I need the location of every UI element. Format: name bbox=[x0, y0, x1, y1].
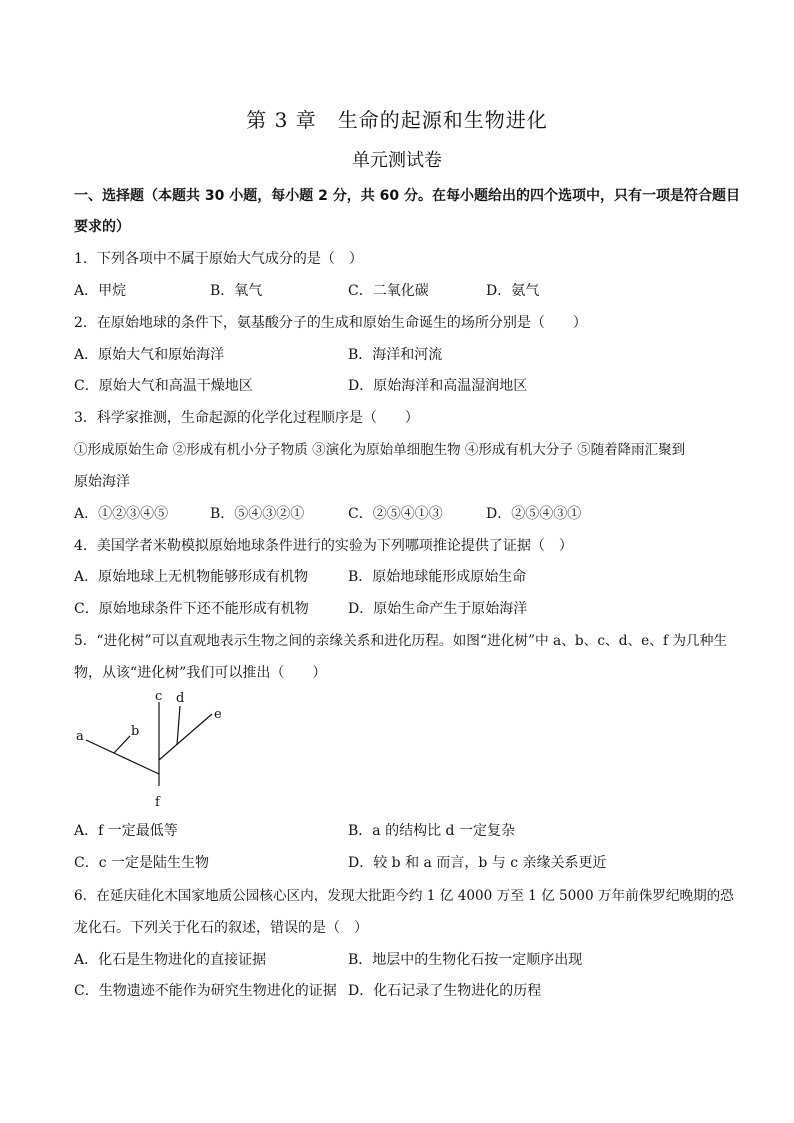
question-6-option-d: D．化石记录了生物进化的历程 bbox=[348, 983, 542, 999]
question-5-option-c: C．c 一定是陆生生物 bbox=[74, 855, 210, 871]
question-6-stem-line2: 龙化石。下列关于化石的叙述，错误的是（ ） bbox=[74, 920, 368, 936]
question-4-option-c: C．原始地球条件下还不能形成有机物 bbox=[74, 601, 309, 617]
question-5-option-a: A．f 一定最低等 bbox=[74, 823, 178, 839]
question-5-option-b: B．a 的结构比 d 一定复杂 bbox=[348, 823, 515, 839]
question-2-option-a: A．原始大气和原始海洋 bbox=[74, 347, 225, 363]
page-subtitle: 单元测试卷 bbox=[352, 150, 442, 171]
question-3-option-c: C．②⑤④①③ bbox=[348, 506, 443, 522]
question-5-stem-line2: 物，从该“进化树”我们可以推出（ ） bbox=[74, 665, 327, 681]
question-6-option-b: B．地层中的生物化石按一定顺序出现 bbox=[348, 952, 583, 968]
question-2-option-b: B．海洋和河流 bbox=[348, 347, 443, 363]
question-1-stem: 1．下列各项中不属于原始大气成分的是（ ） bbox=[74, 251, 363, 267]
question-5-option-d: D．较 b 和 a 而言，b 与 c 亲缘关系更近 bbox=[348, 855, 607, 871]
tree-branch-d bbox=[177, 706, 180, 745]
tree-branch-b bbox=[114, 736, 130, 753]
question-3-items-line1: ①形成原始生命 ②形成有机小分子物质 ③演化为原始单细胞生物 ④形成有机大分子 ⑤随着降雨汇聚到 bbox=[74, 442, 686, 458]
question-1-option-b: B．氧气 bbox=[210, 283, 263, 299]
question-5-stem-line1: 5．“进化树”可以直观地表示生物之间的亲缘关系和进化历程。如图“进化树”中 a、b、c、d、e、f 为几种生 bbox=[74, 633, 728, 649]
tree-label-a: a bbox=[76, 729, 84, 744]
question-3-items-line2: 原始海洋 bbox=[74, 474, 130, 490]
page-title: 第 3 章 生命的起源和生物进化 bbox=[246, 108, 548, 132]
question-3-option-a: A．①②③④⑤ bbox=[74, 506, 169, 522]
question-4-stem: 4．美国学者米勒模拟原始地球条件进行的实验为下列哪项推论提供了证据（ ） bbox=[74, 538, 573, 554]
tree-label-d: d bbox=[176, 691, 185, 706]
question-4-option-d: D．原始生命产生于原始海洋 bbox=[348, 601, 528, 617]
question-4-option-b: B．原始地球能形成原始生命 bbox=[348, 569, 527, 585]
question-4-option-a: A．原始地球上无机物能够形成有机物 bbox=[74, 569, 309, 585]
question-6-option-c: C．生物遗迹不能作为研究生物进化的证据 bbox=[74, 983, 337, 999]
question-1-option-d: D．氨气 bbox=[486, 283, 540, 299]
tree-branch-a bbox=[86, 740, 159, 774]
question-3-stem: 3．科学家推测，生命起源的化学化过程顺序是（ ） bbox=[74, 410, 419, 426]
question-2-option-c: C．原始大气和高温干燥地区 bbox=[74, 378, 253, 394]
tree-label-e: e bbox=[214, 707, 222, 722]
question-1-option-a: A．甲烷 bbox=[74, 283, 127, 299]
tree-branch-e bbox=[159, 714, 212, 760]
evolution-tree-diagram bbox=[70, 688, 250, 818]
question-2-stem: 2．在原始地球的条件下，氨基酸分子的生成和原始生命诞生的场所分别是（ ） bbox=[74, 315, 587, 331]
tree-label-f: f bbox=[155, 795, 160, 810]
question-6-option-a: A．化石是生物进化的直接证据 bbox=[74, 952, 267, 968]
question-1-option-c: C．二氧化碳 bbox=[348, 283, 429, 299]
tree-label-c: c bbox=[155, 689, 163, 704]
question-3-option-b: B．⑤④③②① bbox=[210, 506, 305, 522]
question-3-option-d: D．②⑤④③① bbox=[486, 506, 582, 522]
section-heading-line2: 要求的） bbox=[74, 219, 130, 235]
question-6-stem-line1: 6．在延庆硅化木国家地质公园核心区内，发现大批距今约 1 亿 4000 万至 1 亿 5000 万年前侏罗纪晚期的恐 bbox=[74, 888, 734, 904]
question-2-option-d: D．原始海洋和高温湿润地区 bbox=[348, 378, 528, 394]
tree-label-b: b bbox=[131, 724, 140, 739]
section-heading-line1: 一、选择题（本题共 30 小题，每小题 2 分，共 60 分。在每小题给出的四个选项中，只有一项是符合题目 bbox=[74, 188, 740, 204]
